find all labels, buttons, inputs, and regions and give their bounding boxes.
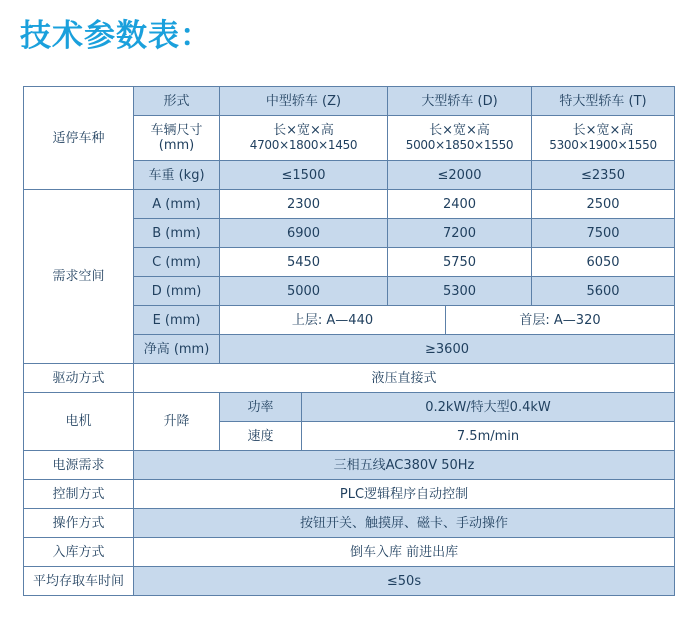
space-c-t: 6050 <box>532 248 675 277</box>
table-row <box>24 393 675 422</box>
space-a-label: A (mm) <box>134 190 220 219</box>
space-a-t: 2500 <box>532 190 675 219</box>
weight-z: ≤1500 <box>220 161 388 190</box>
table-row <box>24 451 675 480</box>
space-a-d: 2400 <box>388 190 532 219</box>
category-storage: 入库方式 <box>24 538 134 567</box>
space-d-z: 5000 <box>220 277 388 306</box>
motor-power-value: 0.2kW/特大型0.4kW <box>302 393 675 422</box>
control-value: PLC逻辑程序自动控制 <box>134 480 675 509</box>
category-drive: 驱动方式 <box>24 364 134 393</box>
header-type-z: 中型轿车 (Z) <box>220 87 388 116</box>
motor-lift-label: 升降 <box>134 393 220 451</box>
size-d: 长×宽×高 5000×1850×1550 <box>388 116 532 161</box>
category-operation: 操作方式 <box>24 509 134 538</box>
clear-height-label: 净高 (mm) <box>134 335 220 364</box>
motor-power-label: 功率 <box>220 393 302 422</box>
space-d-d: 5300 <box>388 277 532 306</box>
spec-table <box>23 86 675 596</box>
category-avg-time: 平均存取车时间 <box>24 567 134 596</box>
table-row <box>24 567 675 596</box>
header-type-t: 特大型轿车 (T) <box>532 87 675 116</box>
table-row <box>24 509 675 538</box>
table-row <box>24 538 675 567</box>
power-supply-value: 三相五线AC380V 50Hz <box>134 451 675 480</box>
space-b-label: B (mm) <box>134 219 220 248</box>
size-label: 车辆尺寸 (mm) <box>134 116 220 161</box>
size-t: 长×宽×高 5300×1900×1550 <box>532 116 675 161</box>
drive-value: 液压直接式 <box>134 364 675 393</box>
space-c-d: 5750 <box>388 248 532 277</box>
space-b-t: 7500 <box>532 219 675 248</box>
weight-label: 车重 (kg) <box>134 161 220 190</box>
table-row <box>24 480 675 509</box>
clear-height-value: ≥3600 <box>220 335 675 364</box>
category-space: 需求空间 <box>24 190 134 364</box>
storage-value: 倒车入库 前进出库 <box>134 538 675 567</box>
space-a-z: 2300 <box>220 190 388 219</box>
category-control: 控制方式 <box>24 480 134 509</box>
space-b-z: 6900 <box>220 219 388 248</box>
page-title: 技术参数表： <box>20 18 212 54</box>
weight-d: ≤2000 <box>388 161 532 190</box>
table-row <box>24 190 675 219</box>
space-d-t: 5600 <box>532 277 675 306</box>
space-e-label: E (mm) <box>134 306 220 335</box>
space-b-d: 7200 <box>388 219 532 248</box>
table-row <box>24 87 675 116</box>
weight-t: ≤2350 <box>532 161 675 190</box>
space-d-label: D (mm) <box>134 277 220 306</box>
category-power-supply: 电源需求 <box>24 451 134 480</box>
space-c-label: C (mm) <box>134 248 220 277</box>
table-row <box>24 364 675 393</box>
category-vehicle: 适停车种 <box>24 87 134 190</box>
operation-value: 按钮开关、触摸屏、磁卡、手动操作 <box>134 509 675 538</box>
space-e-upper: 上层: A—440 <box>220 306 446 335</box>
motor-speed-label: 速度 <box>220 422 302 451</box>
header-type-d: 大型轿车 (D) <box>388 87 532 116</box>
category-motor: 电机 <box>24 393 134 451</box>
space-e-first: 首层: A—320 <box>446 306 675 335</box>
avg-time-value: ≤50s <box>134 567 675 596</box>
size-z: 长×宽×高 4700×1800×1450 <box>220 116 388 161</box>
header-form: 形式 <box>134 87 220 116</box>
motor-speed-value: 7.5m/min <box>302 422 675 451</box>
space-c-z: 5450 <box>220 248 388 277</box>
